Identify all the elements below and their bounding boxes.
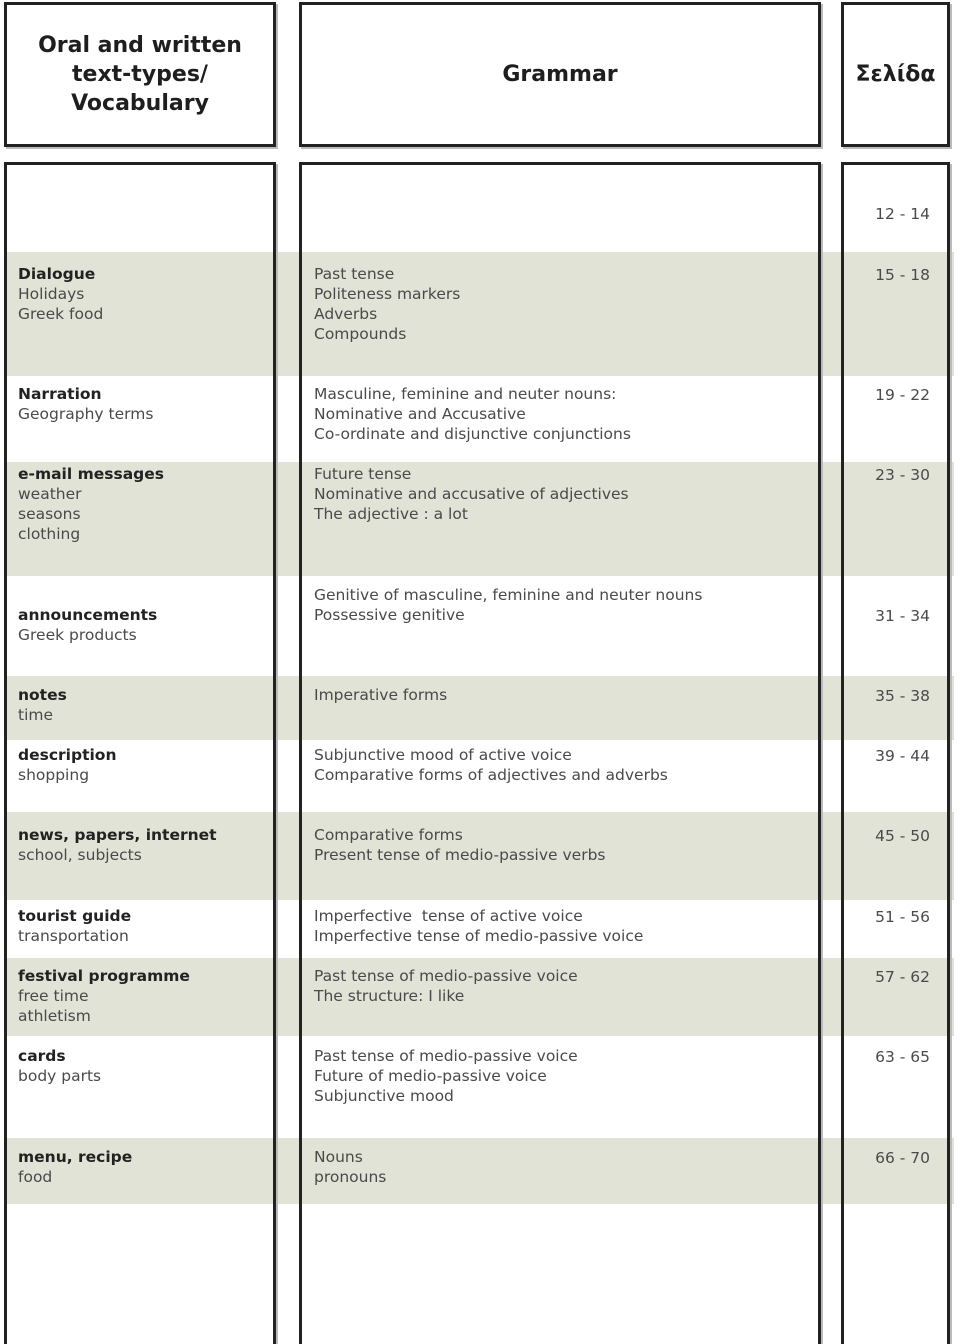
vocab-item: school, subjects	[18, 846, 142, 864]
grammar-item: Genitive of masculine, feminine and neuter nouns	[314, 586, 703, 604]
vocab-item: body parts	[18, 1067, 102, 1085]
grammar-item: Subjunctive mood of active voice	[314, 746, 572, 764]
text-type-title: tourist guide	[18, 907, 132, 925]
grammar-item: Politeness markers	[314, 285, 461, 303]
vocab-item: time	[18, 706, 54, 724]
vocab-item: Greek products	[18, 626, 137, 644]
header-vocabulary-line: text-types/	[72, 62, 208, 87]
grammar-item: Comparative forms	[314, 826, 463, 844]
header-vocabulary-line: Oral and written	[38, 33, 242, 58]
grammar-item: Future of medio-passive voice	[314, 1067, 547, 1085]
vocab-item: seasons	[18, 505, 81, 523]
page-range: 63 - 65	[875, 1048, 930, 1066]
grammar-cell	[314, 825, 606, 865]
grammar-cell	[314, 384, 631, 444]
vocab-item: free time	[18, 987, 89, 1005]
text-type-title: Dialogue	[18, 265, 96, 283]
vocab-cell	[18, 605, 157, 645]
grammar-item: Nouns	[314, 1148, 363, 1166]
grammar-item: Compounds	[314, 325, 407, 343]
vocab-item: weather	[18, 485, 82, 503]
page-range: 15 - 18	[875, 266, 930, 284]
grammar-item: Co-ordinate and disjunctive conjunctions	[314, 425, 631, 443]
grammar-item: Nominative and Accusative	[314, 405, 526, 423]
grammar-item: Adverbs	[314, 305, 378, 323]
grammar-item: The adjective : a lot	[314, 505, 468, 523]
vocab-item: Greek food	[18, 305, 104, 323]
grammar-item: Imperfective tense of active voice	[314, 907, 583, 925]
grammar-item: Future tense	[314, 465, 412, 483]
page-range: 35 - 38	[875, 687, 930, 705]
text-type-title: menu, recipe	[18, 1148, 133, 1166]
text-type-title: news, papers, internet	[18, 826, 217, 844]
vocab-cell	[18, 264, 103, 324]
vocab-cell	[18, 966, 190, 1026]
grammar-item: Past tense of medio-passive voice	[314, 967, 578, 985]
row-band	[4, 1138, 954, 1204]
grammar-item: Imperative forms	[314, 686, 448, 704]
page-range: 66 - 70	[875, 1149, 930, 1167]
page-range: 45 - 50	[875, 827, 930, 845]
vocab-cell	[18, 1046, 101, 1086]
header-vocabulary-line: Vocabulary	[71, 91, 209, 116]
vocab-item: food	[18, 1168, 53, 1186]
grammar-item: Nominative and accusative of adjectives	[314, 485, 629, 503]
vocab-cell	[18, 384, 153, 424]
grammar-cell	[314, 1147, 386, 1187]
grammar-item: pronouns	[314, 1168, 387, 1186]
page-range: 31 - 34	[875, 607, 930, 625]
vocab-cell	[18, 825, 217, 865]
grammar-item: Comparative forms of adjectives and adverbs	[314, 766, 668, 784]
header-grammar-title: Grammar	[502, 62, 618, 87]
grammar-cell	[314, 745, 668, 785]
vocab-item: athletism	[18, 1007, 91, 1025]
grammar-item: Imperfective tense of medio-passive voice	[314, 927, 644, 945]
vocab-cell	[18, 685, 67, 725]
grammar-item: Present tense of medio-passive verbs	[314, 846, 606, 864]
vocab-cell	[18, 745, 116, 785]
grammar-cell	[314, 264, 460, 344]
grammar-cell	[314, 685, 447, 705]
text-type-title: notes	[18, 686, 67, 704]
header-pages-title: Σελίδα	[855, 62, 936, 87]
text-type-title: description	[18, 746, 117, 764]
grammar-cell	[314, 585, 702, 625]
grammar-item: Past tense	[314, 265, 395, 283]
grammar-cell	[314, 906, 643, 946]
text-type-title: festival programme	[18, 967, 190, 985]
text-type-title: Narration	[18, 385, 102, 403]
grammar-item: Masculine, feminine and neuter nouns:	[314, 385, 617, 403]
vocab-item: Holidays	[18, 285, 85, 303]
vocab-item: clothing	[18, 525, 81, 543]
header-vocabulary-title	[4, 2, 276, 147]
page-range: 57 - 62	[875, 968, 930, 986]
vocab-cell	[18, 906, 131, 946]
text-type-title: cards	[18, 1047, 66, 1065]
vocab-cell	[18, 1147, 132, 1187]
text-type-title: e-mail messages	[18, 465, 164, 483]
grammar-cell	[314, 464, 629, 524]
grammar-cell	[314, 1046, 578, 1106]
grammar-cell	[314, 966, 578, 1006]
vocab-cell	[18, 464, 164, 544]
page-range: 19 - 22	[875, 386, 930, 404]
row-band	[4, 676, 954, 740]
page-range: 39 - 44	[875, 747, 930, 765]
vocab-item: shopping	[18, 766, 90, 784]
row-band	[4, 252, 954, 376]
text-type-title: announcements	[18, 606, 158, 624]
grammar-item: Past tense of medio-passive voice	[314, 1047, 578, 1065]
page-range: 12 - 14	[875, 205, 930, 223]
vocab-item: Geography terms	[18, 405, 154, 423]
grammar-item: Subjunctive mood	[314, 1087, 454, 1105]
vocab-item: transportation	[18, 927, 129, 945]
grammar-item: The structure: I like	[314, 987, 465, 1005]
page-range: 23 - 30	[875, 466, 930, 484]
grammar-item: Possessive genitive	[314, 606, 465, 624]
page-range: 51 - 56	[875, 908, 930, 926]
